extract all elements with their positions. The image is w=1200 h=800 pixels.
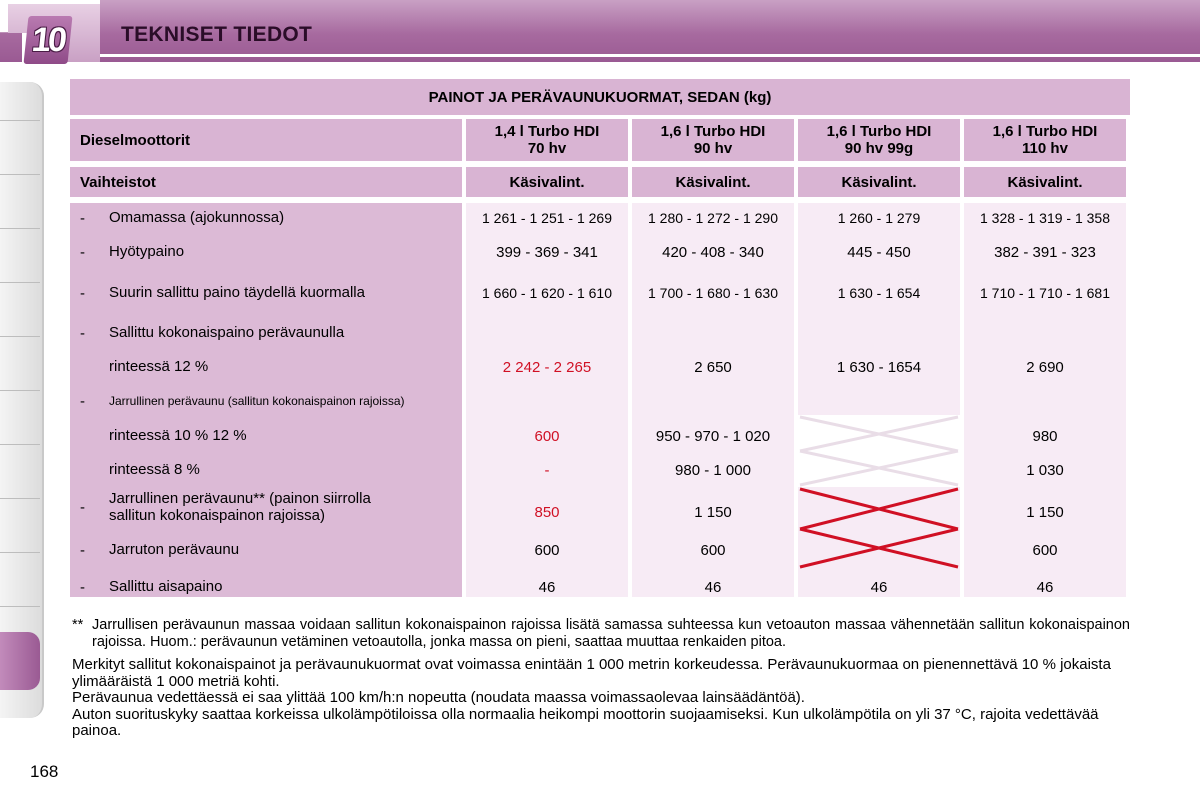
engine-name: 1,6 l Turbo HDI: [826, 123, 932, 140]
table-cell: 445 - 450: [847, 243, 911, 261]
footnote: [72, 617, 1130, 651]
side-tab-divider: [0, 120, 40, 121]
table-cell: 1 660 - 1 620 - 1 610: [482, 285, 612, 301]
row-label: - Sallittu kokonaispaino perävaunulla: [80, 324, 345, 342]
table-cell: 1 150: [694, 503, 732, 521]
note-paragraph: Merkityt sallitut kokonaispainot ja perävaunukuormat ovat voimassa enintään 1 000 metrin korkeudessa. Perävaunukuormaa on pienennettävä 10 % jokaista ylimääräistä 1 000 metriä kohti.: [72, 656, 1111, 690]
table-cell: 2 650: [694, 358, 732, 376]
value-column: [632, 203, 794, 597]
table-cell: 980: [1032, 427, 1058, 445]
table-cell: 600: [1032, 541, 1058, 559]
engine-header-label: Dieselmoottorit: [70, 119, 462, 161]
table-cell: 600: [534, 541, 560, 559]
table-cell: 1 280 - 1 272 - 1 290: [648, 210, 778, 226]
engine-name: 1,6 l Turbo HDI: [992, 123, 1098, 140]
side-tab-divider: [0, 552, 40, 553]
gearbox-header-label: Vaihteistot: [70, 167, 462, 197]
gearbox-cell: Käsivalint.: [964, 167, 1126, 197]
chapter-number: 10: [23, 16, 72, 64]
table-cell: 382 - 391 - 323: [994, 243, 1096, 261]
gearbox-cell: Käsivalint.: [632, 167, 794, 197]
table-cell: 1 030: [1026, 461, 1064, 479]
gearbox-cell: Käsivalint.: [798, 167, 960, 197]
engine-name: 1,6 l Turbo HDI: [660, 123, 766, 140]
row-label: - Sallittu aisapaino: [80, 578, 223, 596]
table-cell: 1 630 - 1654: [836, 358, 922, 376]
row-label: rinteessä 12 %: [109, 358, 209, 375]
row-label: - Jarruton perävaunu: [80, 541, 240, 559]
table-cell: 46: [870, 578, 888, 596]
side-tab-divider: [0, 498, 40, 499]
engine-power: 110 hv: [1022, 140, 1068, 157]
engine-column-header: [632, 119, 794, 161]
table-cell: 399 - 369 - 341: [496, 243, 598, 261]
table-cell: 600: [700, 541, 726, 559]
footnote-mark: **: [72, 617, 84, 633]
notes-block: [72, 657, 1130, 740]
row-label: - Hyötypaino: [80, 243, 185, 261]
gearbox-header-row: [70, 167, 1130, 197]
engine-power: 70 hv: [527, 140, 567, 157]
engine-power: 90 hv 99g: [844, 140, 914, 157]
page-number: 168: [30, 762, 59, 781]
side-tab-divider: [0, 606, 40, 607]
note-paragraph: Auton suorituskyky saattaa korkeissa ulkolämpötiloissa olla normaalia heikompi moottorin suojaamiseksi. Kun ulkolämpötila on yli 37 °C, rajoita vedettävää painoa.: [72, 705, 1099, 739]
table-title: PAINOT JA PERÄVAUNUKUORMAT, SEDAN (kg): [70, 79, 1130, 115]
table-cell: 950 - 970 - 1 020: [655, 427, 771, 445]
table-cell: -: [544, 461, 550, 479]
side-tab-divider: [0, 390, 40, 391]
table-cell: 46: [1036, 578, 1054, 596]
table-cell: 980 - 1 000: [675, 461, 751, 479]
table-cell: 1 700 - 1 680 - 1 630: [648, 285, 778, 301]
table-cell: 46: [538, 578, 556, 596]
engine-column-header: [798, 119, 960, 161]
gearbox-cell: Käsivalint.: [466, 167, 628, 197]
table-cell: 1 150: [1026, 503, 1064, 521]
side-tab-divider: [0, 228, 40, 229]
not-applicable-cross-marks: [798, 203, 960, 597]
table-cell: 420 - 408 - 340: [662, 243, 764, 261]
side-tab-divider: [0, 282, 40, 283]
engine-power: 90 hv: [693, 140, 733, 157]
weights-table: [70, 79, 1130, 597]
note-paragraph: Perävaunua vedettäessä ei saa ylittää 100 km/h:n nopeutta (noudata maassa voimassaolevaa lainsäädäntöä).: [72, 689, 805, 706]
table-cell: 46: [704, 578, 722, 596]
table-cell: 850: [534, 503, 560, 521]
row-label: - Suurin sallittu paino täydellä kuormalla: [80, 284, 365, 302]
table-cell: 2 242 - 2 265: [502, 358, 592, 376]
side-tab-divider: [0, 174, 40, 175]
side-tab-divider: [0, 336, 40, 337]
value-column: [466, 203, 628, 597]
table-cell: 1 630 - 1 654: [837, 285, 921, 301]
footnote-text: Jarrullisen perävaunun massaa voidaan sallitun kokonaispainon rajoissa lisätä samassa suhteessa kun vetoauton massaa vähennetään sallitun kokonaispainon rajoissa. Huom.: perävaunun vetäminen vetoautolla, jonka massa on pieni, saattaa muuttaa renkaiden pitoa.: [92, 617, 1130, 650]
engine-name: 1,4 l Turbo HDI: [494, 123, 600, 140]
table-cell: 600: [534, 427, 560, 445]
engine-header-row: [70, 119, 1130, 161]
table-cell: 1 261 - 1 251 - 1 269: [482, 210, 612, 226]
table-body: [70, 203, 1130, 597]
value-column: [964, 203, 1126, 597]
table-cell: 1 710 - 1 710 - 1 681: [980, 285, 1110, 301]
row-label: - Jarrullinen perävaunu** (painon siirrolla sallitun kokonaispainon rajoissa): [80, 490, 371, 524]
table-cell: 2 690: [1026, 358, 1064, 376]
engine-column-header: [964, 119, 1126, 161]
row-label: - Jarrullinen perävaunu (sallitun kokonaispainon rajoissa): [80, 392, 405, 410]
row-label: - Omamassa (ajokunnossa): [80, 209, 285, 227]
side-tab-divider: [0, 444, 40, 445]
row-label-column: [70, 203, 462, 597]
engine-column-header: [466, 119, 628, 161]
header-divider: [100, 54, 1200, 57]
side-tab-active: [0, 632, 40, 690]
section-title: TEKNISET TIEDOT: [121, 23, 313, 46]
table-cell: 1 260 - 1 279: [837, 210, 921, 226]
row-label: rinteessä 8 %: [109, 461, 200, 478]
table-cell: 1 328 - 1 319 - 1 358: [980, 210, 1110, 226]
row-label: rinteessä 10 % 12 %: [109, 427, 247, 444]
value-column: [798, 203, 960, 597]
chapter-side-tabs: [0, 82, 44, 718]
